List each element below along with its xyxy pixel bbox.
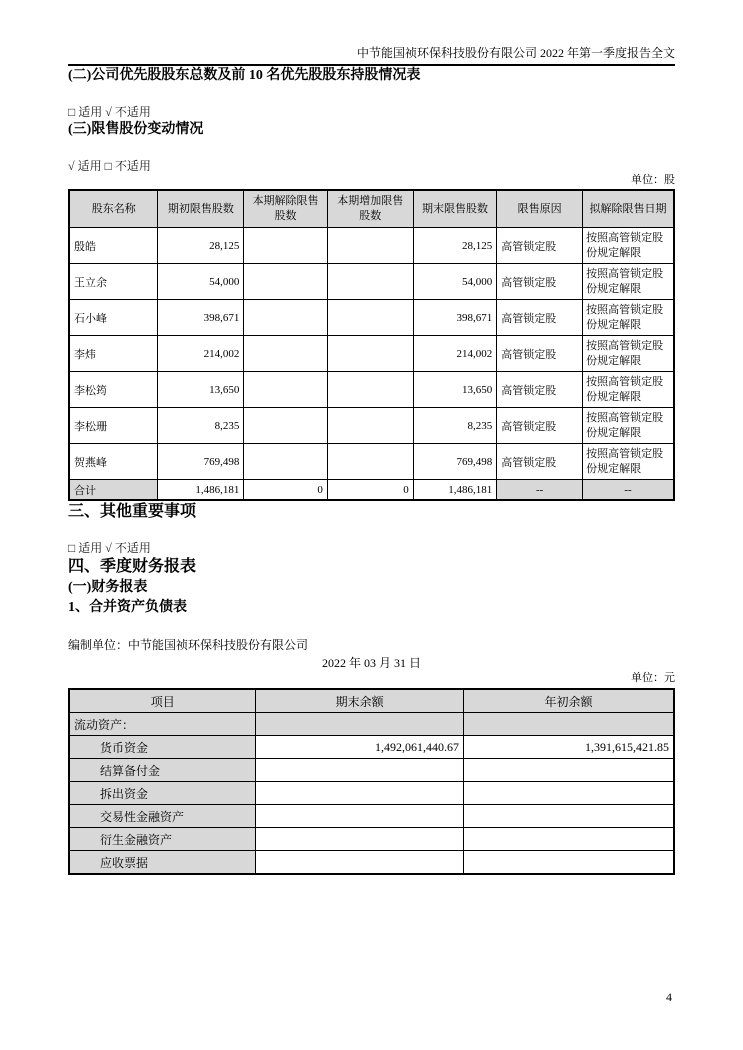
balance-row xyxy=(69,828,674,851)
total-date-cell: -- xyxy=(583,480,674,501)
total-initial-cell: 1,486,181 xyxy=(158,480,244,501)
restricted-total-row xyxy=(69,480,674,501)
shareholder-name-cell: 殷皓 xyxy=(69,228,158,264)
initial-shares-cell: 8,235 xyxy=(158,408,244,444)
header-added-this-period: 本期增加限售股数 xyxy=(327,190,413,228)
initial-shares-cell: 214,002 xyxy=(158,336,244,372)
released-shares-cell xyxy=(244,444,327,480)
closing-balance-cell xyxy=(256,782,464,805)
shareholder-name-cell: 石小峰 xyxy=(69,300,158,336)
reason-cell: 高管锁定股 xyxy=(497,300,583,336)
header-initial-restricted: 期初限售股数 xyxy=(158,190,244,228)
header-closing-balance: 期末余额 xyxy=(256,689,464,713)
added-shares-cell xyxy=(327,300,413,336)
closing-balance-cell: 1,492,061,440.67 xyxy=(256,736,464,759)
opening-balance-cell: 1,391,615,421.85 xyxy=(463,736,674,759)
prepared-by-line: 编制单位：中节能国祯环保科技股份有限公司 xyxy=(68,638,309,652)
shareholder-name-cell: 李松珊 xyxy=(69,408,158,444)
financial-statements-subheading: (一)财务报表 xyxy=(68,580,148,595)
statement-date-line: 2022 年 03 月 31 日 xyxy=(321,656,421,670)
initial-shares-cell: 54,000 xyxy=(158,264,244,300)
restricted-shares-table xyxy=(68,189,675,501)
preferred-applicability-line: □ 适用 √ 不适用 xyxy=(68,105,151,119)
final-shares-cell: 398,671 xyxy=(413,300,496,336)
restricted-row xyxy=(69,336,674,372)
added-shares-cell xyxy=(327,228,413,264)
balance-sheet-subheading: 1、合并资产负债表 xyxy=(68,600,187,615)
release-date-cell: 按照高管锁定股份规定解限 xyxy=(583,264,674,300)
shareholder-name-cell: 王立余 xyxy=(69,264,158,300)
restricted-row xyxy=(69,264,674,300)
balance-row xyxy=(69,736,674,759)
closing-balance-cell xyxy=(256,805,464,828)
reason-cell: 高管锁定股 xyxy=(497,228,583,264)
initial-shares-cell: 398,671 xyxy=(158,300,244,336)
balance-sheet-table xyxy=(68,688,675,875)
closing-balance-cell xyxy=(256,713,464,736)
released-shares-cell xyxy=(244,228,327,264)
total-label-cell: 合计 xyxy=(69,480,158,501)
final-shares-cell: 28,125 xyxy=(413,228,496,264)
balance-row xyxy=(69,713,674,736)
restricted-row xyxy=(69,372,674,408)
release-date-cell: 按照高管锁定股份规定解限 xyxy=(583,228,674,264)
opening-balance-cell xyxy=(463,805,674,828)
opening-balance-cell xyxy=(463,851,674,875)
final-shares-cell: 54,000 xyxy=(413,264,496,300)
total-reason-cell: -- xyxy=(497,480,583,501)
item-cell: 结算备付金 xyxy=(69,759,256,782)
release-date-cell: 按照高管锁定股份规定解限 xyxy=(583,300,674,336)
header-final-restricted: 期末限售股数 xyxy=(413,190,496,228)
restricted-row xyxy=(69,228,674,264)
other-matters-heading: 三、其他重要事项 xyxy=(68,503,197,520)
final-shares-cell: 13,650 xyxy=(413,372,496,408)
other-applicability-line: □ 适用 √ 不适用 xyxy=(68,541,151,555)
initial-shares-cell: 769,498 xyxy=(158,444,244,480)
released-shares-cell xyxy=(244,336,327,372)
initial-shares-cell: 13,650 xyxy=(158,372,244,408)
added-shares-cell xyxy=(327,336,413,372)
added-shares-cell xyxy=(327,372,413,408)
balance-row xyxy=(69,805,674,828)
released-shares-cell xyxy=(244,300,327,336)
header-released-this-period: 本期解除限售股数 xyxy=(244,190,327,228)
reason-cell: 高管锁定股 xyxy=(497,336,583,372)
shareholder-name-cell: 贺燕峰 xyxy=(69,444,158,480)
total-released-cell: 0 xyxy=(244,480,327,501)
added-shares-cell xyxy=(327,444,413,480)
final-shares-cell: 769,498 xyxy=(413,444,496,480)
final-shares-cell: 8,235 xyxy=(413,408,496,444)
opening-balance-cell xyxy=(463,828,674,851)
initial-shares-cell: 28,125 xyxy=(158,228,244,264)
reason-cell: 高管锁定股 xyxy=(497,408,583,444)
added-shares-cell xyxy=(327,264,413,300)
released-shares-cell xyxy=(244,264,327,300)
header-restriction-reason: 限售原因 xyxy=(497,190,583,228)
item-cell: 应收票据 xyxy=(69,851,256,875)
released-shares-cell xyxy=(244,372,327,408)
released-shares-cell xyxy=(244,408,327,444)
balance-row xyxy=(69,851,674,875)
reason-cell: 高管锁定股 xyxy=(497,372,583,408)
preferred-shareholders-heading: (二)公司优先股股东总数及前 10 名优先股股东持股情况表 xyxy=(68,68,421,83)
final-shares-cell: 214,002 xyxy=(413,336,496,372)
reason-cell: 高管锁定股 xyxy=(497,264,583,300)
release-date-cell: 按照高管锁定股份规定解限 xyxy=(583,408,674,444)
total-final-cell: 1,486,181 xyxy=(413,480,496,501)
header-opening-balance: 年初余额 xyxy=(463,689,674,713)
quarterly-statements-heading: 四、季度财务报表 xyxy=(68,558,197,575)
restricted-table-header-row xyxy=(69,190,674,228)
restricted-applicability-line: √ 适用 □ 不适用 xyxy=(68,159,151,173)
total-added-cell: 0 xyxy=(327,480,413,501)
release-date-cell: 按照高管锁定股份规定解限 xyxy=(583,444,674,480)
added-shares-cell xyxy=(327,408,413,444)
restricted-row xyxy=(69,408,674,444)
page-number: 4 xyxy=(666,990,672,1004)
item-cell: 衍生金融资产 xyxy=(69,828,256,851)
header-shareholder-name: 股东名称 xyxy=(69,190,158,228)
closing-balance-cell xyxy=(256,759,464,782)
header-release-date: 拟解除限售日期 xyxy=(583,190,674,228)
restricted-shares-heading: (三)限售股份变动情况 xyxy=(68,122,204,137)
unit-label-shares: 单位：股 xyxy=(631,174,675,186)
opening-balance-cell xyxy=(463,782,674,805)
closing-balance-cell xyxy=(256,851,464,875)
opening-balance-cell xyxy=(463,759,674,782)
release-date-cell: 按照高管锁定股份规定解限 xyxy=(583,336,674,372)
item-cell: 交易性金融资产 xyxy=(69,805,256,828)
document-header-title: 中节能国祯环保科技股份有限公司 2022 年第一季度报告全文 xyxy=(356,46,675,60)
balance-row xyxy=(69,782,674,805)
item-cell: 流动资产： xyxy=(69,713,256,736)
header-item: 项目 xyxy=(69,689,256,713)
restricted-row xyxy=(69,444,674,480)
item-cell: 货币资金 xyxy=(69,736,256,759)
balance-table-header-row xyxy=(69,689,674,713)
closing-balance-cell xyxy=(256,828,464,851)
restricted-row xyxy=(69,300,674,336)
shareholder-name-cell: 李松筠 xyxy=(69,372,158,408)
shareholder-name-cell: 李炜 xyxy=(69,336,158,372)
reason-cell: 高管锁定股 xyxy=(497,444,583,480)
release-date-cell: 按照高管锁定股份规定解限 xyxy=(583,372,674,408)
item-cell: 拆出资金 xyxy=(69,782,256,805)
unit-label-yuan: 单位：元 xyxy=(631,672,675,684)
opening-balance-cell xyxy=(463,713,674,736)
balance-row xyxy=(69,759,674,782)
